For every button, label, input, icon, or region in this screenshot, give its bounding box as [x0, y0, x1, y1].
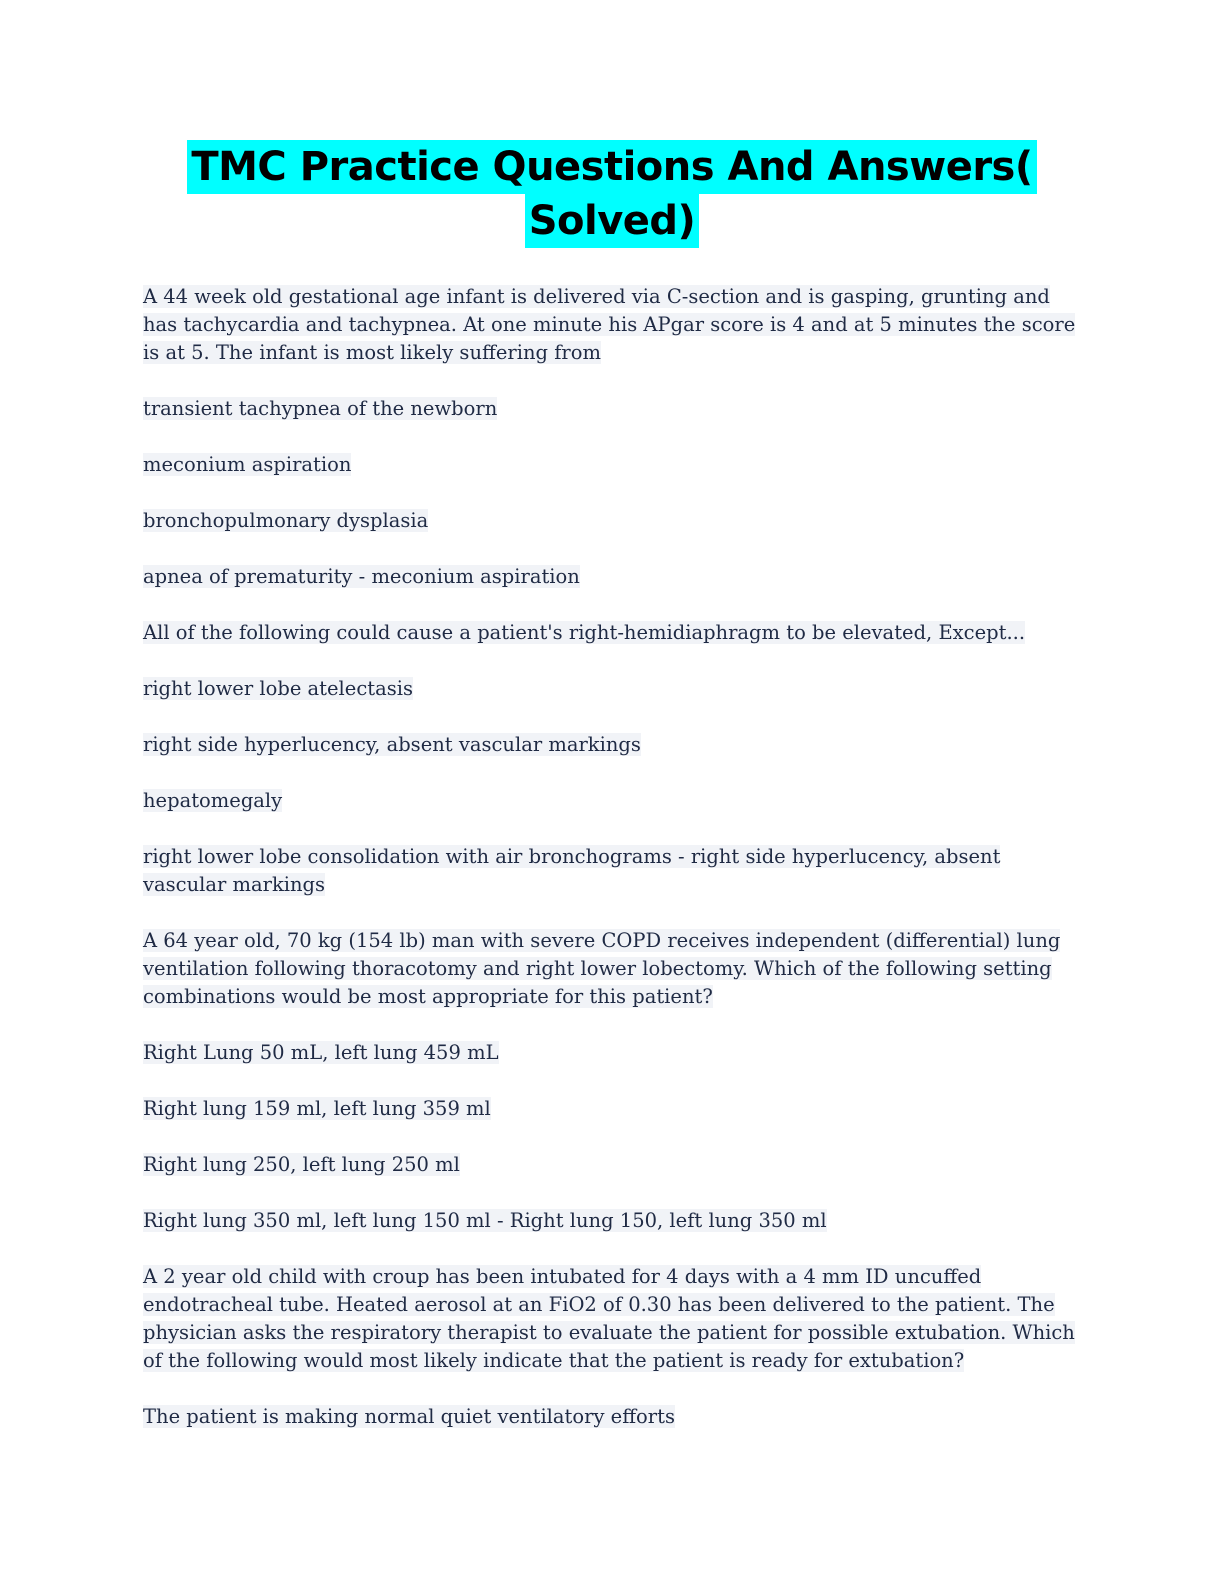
paragraph-text: hepatomegaly	[143, 789, 283, 812]
document-body	[143, 283, 1078, 1459]
question-text	[143, 1263, 1078, 1375]
paragraph-text: transient tachypnea of the newborn	[143, 397, 498, 420]
answer-option	[143, 1403, 1078, 1431]
paragraph-text: right lower lobe atelectasis	[143, 677, 413, 700]
paragraph-text: Right lung 250, left lung 250 ml	[143, 1153, 460, 1176]
question-text	[143, 283, 1078, 367]
title-line-2: Solved)	[525, 194, 700, 248]
paragraph-text: A 64 year old, 70 kg (154 lb) man with severe COPD receives independent (differential) lung ventilation following thoracotomy and right lower lobectomy. Which of the following setting combinations would be most appropriate for this patient?	[143, 929, 1061, 1008]
question-text	[143, 927, 1078, 1011]
answer-option	[143, 731, 1078, 759]
page-title	[0, 140, 1224, 248]
paragraph-text: All of the following could cause a patient's right-hemidiaphragm to be elevated, Except...	[143, 621, 1026, 644]
paragraph-text: Right lung 159 ml, left lung 359 ml	[143, 1097, 491, 1120]
answer-option	[143, 395, 1078, 423]
question-text	[143, 619, 1078, 647]
paragraph-text: right lower lobe consolidation with air bronchograms - right side hyperlucency, absent vascular markings	[143, 845, 1001, 896]
answer-option	[143, 1095, 1078, 1123]
paragraph-text: right side hyperlucency, absent vascular markings	[143, 733, 641, 756]
answer-option	[143, 787, 1078, 815]
answer-option	[143, 1207, 1078, 1235]
paragraph-text: bronchopulmonary dysplasia	[143, 509, 429, 532]
paragraph-text: A 2 year old child with croup has been intubated for 4 days with a 4 mm ID uncuffed endotracheal tube. Heated aerosol at an FiO2 of 0.30 has been delivered to the patient. The physician asks the respiratory therapist to evaluate the patient for possible extubation. Which of the following would most likely indicate that the patient is ready for extubation?	[143, 1265, 1075, 1372]
answer-option	[143, 843, 1078, 899]
paragraph-text: The patient is making normal quiet ventilatory efforts	[143, 1405, 675, 1428]
paragraph-text: apnea of prematurity - meconium aspiration	[143, 565, 580, 588]
answer-option	[143, 1039, 1078, 1067]
answer-option	[143, 563, 1078, 591]
answer-option	[143, 507, 1078, 535]
paragraph-text: meconium aspiration	[143, 453, 352, 476]
answer-option	[143, 451, 1078, 479]
paragraph-text: A 44 week old gestational age infant is delivered via C-section and is gasping, grunting and has tachycardia and tachypnea. At one minute his APgar score is 4 and at 5 minutes the score is at 5. The infant is most likely suffering from	[143, 285, 1076, 364]
paragraph-text: Right lung 350 ml, left lung 150 ml - Right lung 150, left lung 350 ml	[143, 1209, 827, 1232]
paragraph-text: Right Lung 50 mL, left lung 459 mL	[143, 1041, 499, 1064]
answer-option	[143, 675, 1078, 703]
answer-option	[143, 1151, 1078, 1179]
title-line-1: TMC Practice Questions And Answers(	[187, 140, 1036, 194]
